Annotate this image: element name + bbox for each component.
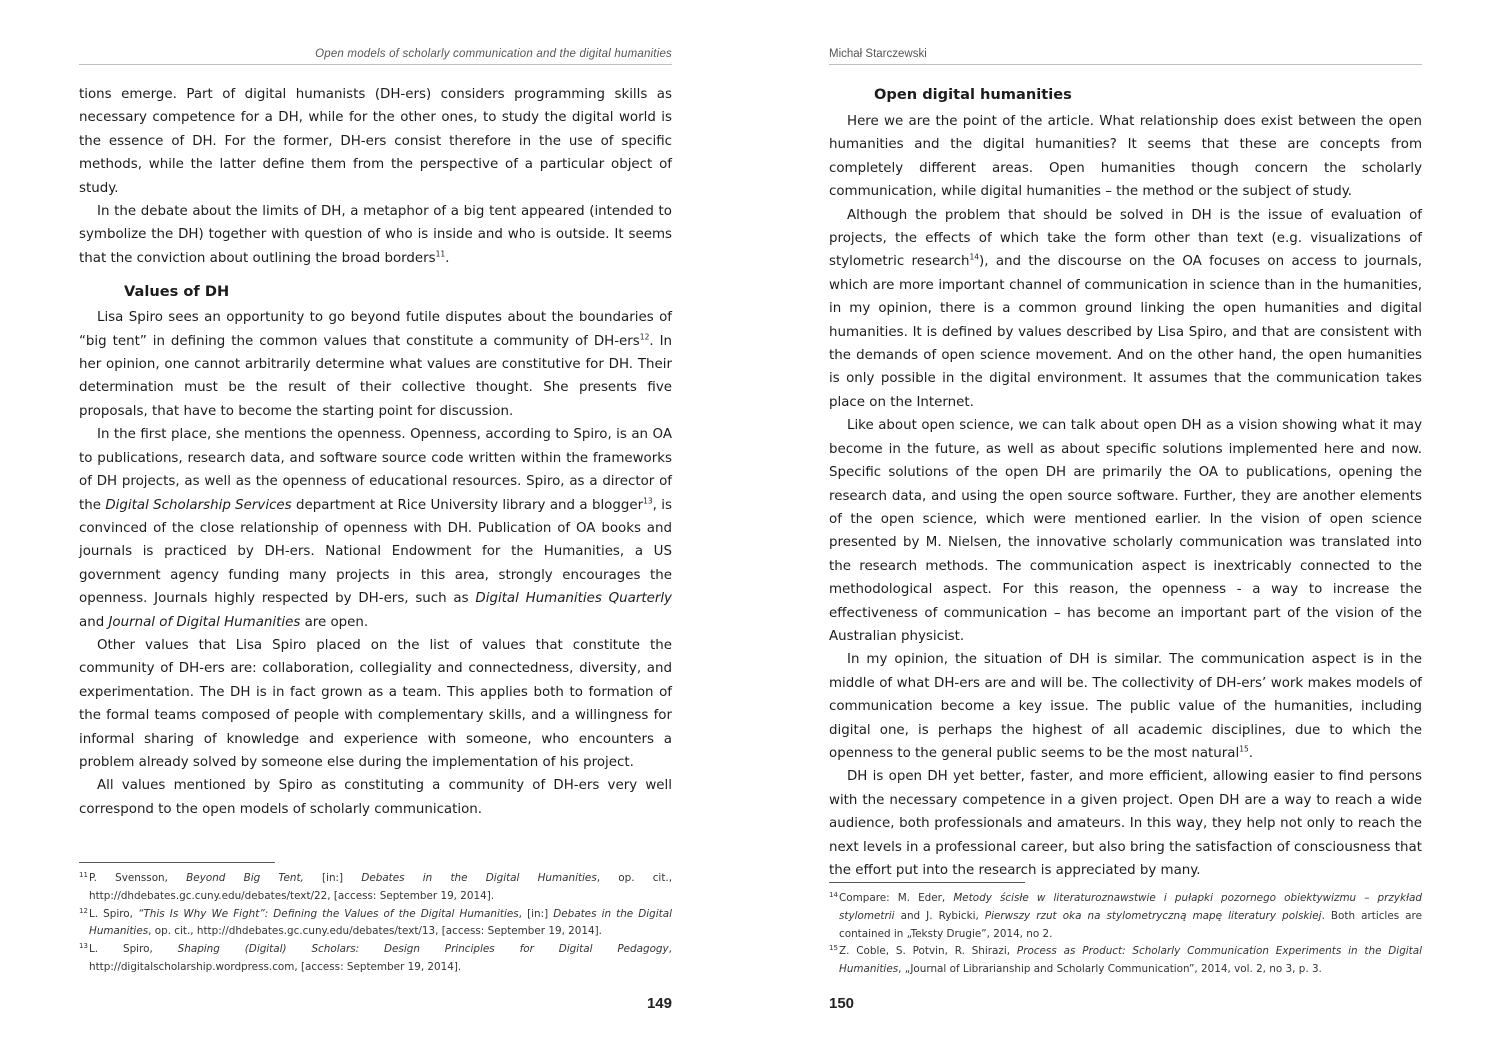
paragraph: Although the problem that should be solved in DH is the issue of evaluation of projects, the effects of which take the form other than text (e.g. visualizations of stylometric research$^{14}$), and the discourse on the OA focuses on access to journals, which are more important channel of communication in science than in the humanities, in my opinion, there is a common ground linking the open humanities and digital humanities. It is defined by values described by Lisa Spiro, and that are consistent with the demands of open science movement. And on the other hand, the open humanities is only possible in the digital environment. It assumes that the communication takes place on the Internet. [829,207,1423,410]
footnote-rule [79,862,275,863]
section-heading: Open digital humanities [874,86,1072,103]
page-number: 149 [646,995,672,1012]
running-head: Michał Starczewski [829,46,1422,65]
body-text [829,84,1422,882]
section-heading: Values of DH [124,283,230,301]
left-page [79,0,672,1062]
footnote-ref[interactable]: 13 [643,496,653,506]
running-head: Open models of scholarly communication and the digital humanities [79,46,672,65]
paragraph: All values mentioned by Spiro as constituting a community of DH-ers very well correspond to the open models of scholarly communication. [79,778,672,817]
footnote-rule [829,882,1025,883]
paragraph: Like about open science, we can talk about open DH as a vision showing what it may become in the future, as well as about specific solutions implemented here and now. Specific solutions of the open DH are primarily the OA to publications, opening the research data, and using the open source software. Further, they are another elements of the open science, which were mentioned earlier. In the vision of open science presented by M. Nielsen, the innovative scholarly communication was translated into the research methods. The communication aspect is inextricably connected to the methodological aspect. For this reason, the openness - a way to increase the effectiveness of communication – has become an important part of the vision of the Australian physicist. [829,418,1422,644]
paragraph: In the first place, she mentions the openness. Openness, according to Spiro, is an OA to publications, research data, and software source code written within the frameworks of DH projects, as well as the openness of educational resources. Spiro, as a director of the Digital Scholarship Services department at Rice University library and a blogger$^{13}$, is convinced of the close relationship of openness with DH. Publication of OA books and journals is practiced by DH-ers. National Endowment for the Humanities, a US government agency funding many projects in this area, strongly encourages the openness. Journals highly respected by DH-ers, such as Digital Humanities Quarterly and Journal of Digital Humanities are open. [79,427,672,630]
paragraph: In my opinion, the situation of DH is similar. The communication aspect is in the middle of what DH-ers are and will be. The collectivity of DH-ers’ work makes models of communication become a key issue. The public value of the humanities, including digital one, is perhaps the highest of all academic disciplines, due to which the openness to the general public seems to be the most natural$^{15}$. [829,652,1422,761]
body-text [79,83,672,821]
footnote: 15 Z. Coble, S. Potvin, R. Shirazi, Process as Product: Scholarly Communication Experiments in the Digital Humanities, „Journal of Librarianship and Scholarly Communication”, 2014, vol. 2, no 3, p. 3. [829,944,1423,976]
footnote: 12 L. Spiro, “This Is Why We Fight”: Defining the Values of the Digital Humanities, [in:] Debates in the Digital Humanities, op. cit., http://dhdebates.gc.cuny.edu/debates/text/13, [access: September 19, 2014]. [79,906,672,938]
footnotes [79,862,672,977]
footnote-ref[interactable]: 14 [969,252,980,262]
footnotes [829,882,1422,979]
paragraph: In the debate about the limits of DH, a metaphor of a big tent appeared (intended to symbolize the DH) together with question of who is inside and who is outside. It seems that the conviction about outlining the broad borders$^{11}$. [79,204,672,266]
paragraph: Other values that Lisa Spiro placed on the list of values that constitute the community of DH-ers are: collaboration, collegiality and connectedness, diversity, and experimentation. The DH is in fact grown as a team. This applies both to formation of the formal teams composed of people with complementary skills, and a willingness for informal sharing of knowledge and experience with someone, who encounters a problem already solved by someone else during the implementation of his project. [79,637,672,770]
footnote: 14 Compare: M. Eder, Metody ścisłe w literaturoznawstwie i pułapki pozornego obiektywizmu – przykład stylometrii and J. Rybicki, Pierwszy rzut oka na stylometryczną mapę literatury polskiej. Both articles are contained in „Teksty Drugie”, 2014, no 2. [829,891,1422,940]
page-number: 150 [829,995,855,1012]
right-page [829,0,1422,1062]
paragraph: tions emerge. Part of digital humanists (DH-ers) considers programming skills as necessary competence for a DH, while for the other ones, to study the digital world is the essence of DH. For the former, DH-ers consist therefore in the use of specific methods, while the latter define them from the perspective of a particular object of study. [79,87,672,196]
footnote: 11 P. Svensson, Beyond Big Tent, [in:] Debates in the Digital Humanities, op. cit., http://dhdebates.gc.cuny.edu/debates/text/22, [access: September 19, 2014]. [79,871,673,902]
footnote-ref[interactable]: 11 [435,249,446,259]
footnote: 13 L. Spiro, Shaping (Digital) Scholars: Design Principles for Digital Pedagogy, http://digitalscholarship.wordpress.com, [access: September 19, 2014]. [79,942,672,973]
footnote-ref[interactable]: 15 [1239,744,1249,754]
paragraph: DH is open DH yet better, faster, and more efficient, allowing easier to find persons with the necessary competence in a given project. Open DH are a way to reach a wide audience, both professionals and amateurs. In this way, they help not only to reach the next levels in a professional career, but also bring the satisfaction of consciousness that the effort put into the research is appreciated by many. [829,769,1422,878]
paragraph: Lisa Spiro sees an opportunity to go beyond futile disputes about the boundaries of “big tent” in defining the common values that constitute a community of DH-ers$^{12}$. In her opinion, one cannot arbitrarily determine what values are constitutive for DH. Their determination must be the result of their collective thought. She presents five proposals, that have to become the starting point for discussion. [79,310,673,419]
paragraph: Here we are the point of the article. What relationship does exist between the open humanities and the digital humanities? It seems that these are concepts from completely different areas. Open humanities though concern the scholarly communication, while digital humanities – the method or the subject of study. [829,114,1422,200]
footnote-ref[interactable]: 12 [639,332,650,342]
